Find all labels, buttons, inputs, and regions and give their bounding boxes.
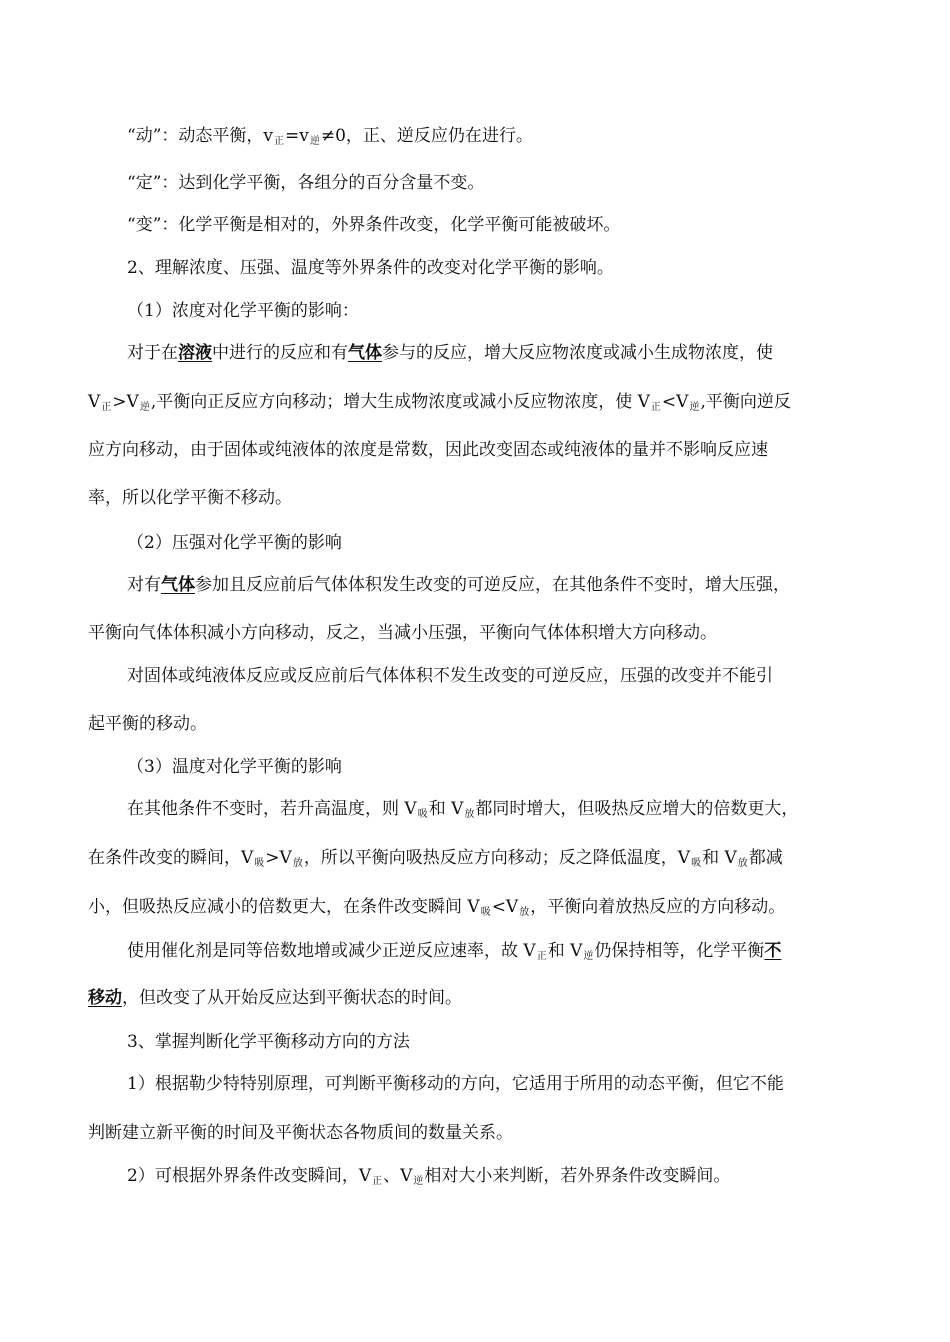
emphasis-term: 气体: [161, 575, 195, 595]
text-line: [127, 939, 927, 966]
subscript: 吸: [691, 858, 702, 869]
subscript: 吸: [480, 907, 491, 918]
text-line: 判断建立新平衡的时间及平衡状态各物质间的数量关系。: [88, 1123, 513, 1143]
text-line: [88, 390, 888, 417]
text-run: <V: [491, 897, 519, 917]
subsection-heading: （3）温度对化学平衡的影响: [127, 757, 342, 777]
text-line: [127, 341, 927, 365]
text-run: 相对大小来判断，若外界条件改变瞬间。: [424, 1166, 731, 1186]
text-run: 和 V: [547, 941, 583, 961]
text-line: 率，所以化学平衡不移动。: [88, 488, 292, 508]
text-run: 仍保持相等，化学平衡: [594, 941, 765, 961]
text-line: 对固体或纯液体反应或反应前后气体体积不发生改变的可逆反应，压强的改变并不能引: [127, 666, 773, 686]
text-run: ,平衡向逆反: [700, 392, 791, 412]
text-run: 小，但吸热反应减小的倍数更大，在条件改变瞬间 V: [88, 897, 480, 917]
text-run: ,平衡向正反应方向移动；增大生成物浓度或减小反应物浓度，使 V: [150, 392, 650, 412]
subscript: 逆: [583, 951, 594, 962]
section-heading: 3、掌握判断化学平衡移动方向的方法: [127, 1032, 410, 1052]
subscript: 放: [464, 809, 475, 820]
text-run: ，所以平衡向吸热反应方向移动；反之降低温度，V: [303, 848, 691, 868]
text-line: [127, 797, 927, 824]
emphasis-term: 移动: [88, 988, 122, 1008]
text-run: ，但改变了从开始反应达到平衡状态的时间。: [122, 988, 462, 1008]
subscript: 放: [292, 858, 303, 869]
text-run: 、V: [383, 1166, 413, 1186]
subscript: 正: [536, 951, 547, 962]
subscript: 吸: [417, 809, 428, 820]
emphasis-term: 气体: [348, 343, 382, 363]
text-run: >V: [265, 848, 292, 868]
subsection-heading: （2）压强对化学平衡的影响: [127, 533, 342, 553]
subscript: 逆: [309, 136, 320, 147]
subscript: 吸: [254, 858, 265, 869]
text-run: 对于在: [127, 343, 178, 363]
text-run: 在其他条件不变时，若升高温度，则 V: [127, 799, 417, 819]
subscript: 正: [650, 402, 661, 413]
text-line: [127, 573, 927, 597]
text-line: 应方向移动，由于固体或纯液体的浓度是常数，因此改变固态或纯液体的量并不影响反应速: [88, 440, 768, 460]
text-run: 在条件改变的瞬间，V: [88, 848, 254, 868]
text-run: 都减: [748, 848, 783, 868]
text-run: 参加且反应前后气体体积发生改变的可逆反应，在其他条件不变时，增大压强，: [195, 575, 790, 595]
text-run: ≠0，正、逆反应仍在进行。: [320, 126, 533, 146]
subscript: 放: [737, 858, 748, 869]
section-heading: 2、理解浓度、压强、温度等外界条件的改变对化学平衡的影响。: [127, 258, 614, 278]
text-run: V: [88, 392, 101, 412]
text-line: [127, 124, 927, 151]
text-run: 和 V: [702, 848, 737, 868]
text-line: [88, 986, 888, 1010]
text-run: <V: [661, 392, 689, 412]
subscript: 逆: [413, 1176, 424, 1187]
text-line: [127, 1164, 927, 1191]
text-run: 2）可根据外界条件改变瞬间，V: [127, 1166, 372, 1186]
subsection-heading: （1）浓度对化学平衡的影响：: [127, 301, 359, 321]
text-line: 1）根据勒少特特别原理，可判断平衡移动的方向，它适用于所用的动态平衡，但它不能: [127, 1074, 784, 1094]
text-run: 对有: [127, 575, 161, 595]
emphasis-term: 溶液: [178, 343, 212, 363]
text-line: 平衡向气体体积减小方向移动，反之，当减小压强，平衡向气体体积增大方向移动。: [88, 623, 717, 643]
emphasis-term: 不: [764, 941, 782, 961]
subscript: 正: [101, 402, 112, 413]
text-line: “定”：达到化学平衡，各组分的百分含量不变。: [127, 173, 485, 193]
text-run: =v: [285, 126, 309, 146]
subscript: 放: [519, 907, 530, 918]
text-run: 都同时增大，但吸热反应增大的倍数更大，: [475, 799, 799, 819]
text-run: >V: [112, 392, 139, 412]
subscript: 逆: [139, 402, 150, 413]
text-line: “变”：化学平衡是相对的，外界条件改变，化学平衡可能被破坏。: [127, 215, 621, 235]
text-run: 使用催化剂是同等倍数地增或减少正逆反应速率，故 V: [127, 941, 536, 961]
text-run: 和 V: [428, 799, 464, 819]
text-run: “动”：动态平衡，v: [127, 126, 273, 146]
subscript: 正: [372, 1176, 383, 1187]
text-run: ，平衡向着放热反应的方向移动。: [530, 897, 786, 917]
subscript: 逆: [689, 402, 700, 413]
text-line: [88, 846, 888, 873]
subscript: 正: [274, 136, 284, 147]
text-run: 中进行的反应和有: [212, 343, 348, 363]
text-run: 参与的反应，增大反应物浓度或减小生成物浓度，使: [382, 343, 773, 363]
text-line: [88, 895, 888, 922]
text-line: 起平衡的移动。: [88, 714, 207, 734]
